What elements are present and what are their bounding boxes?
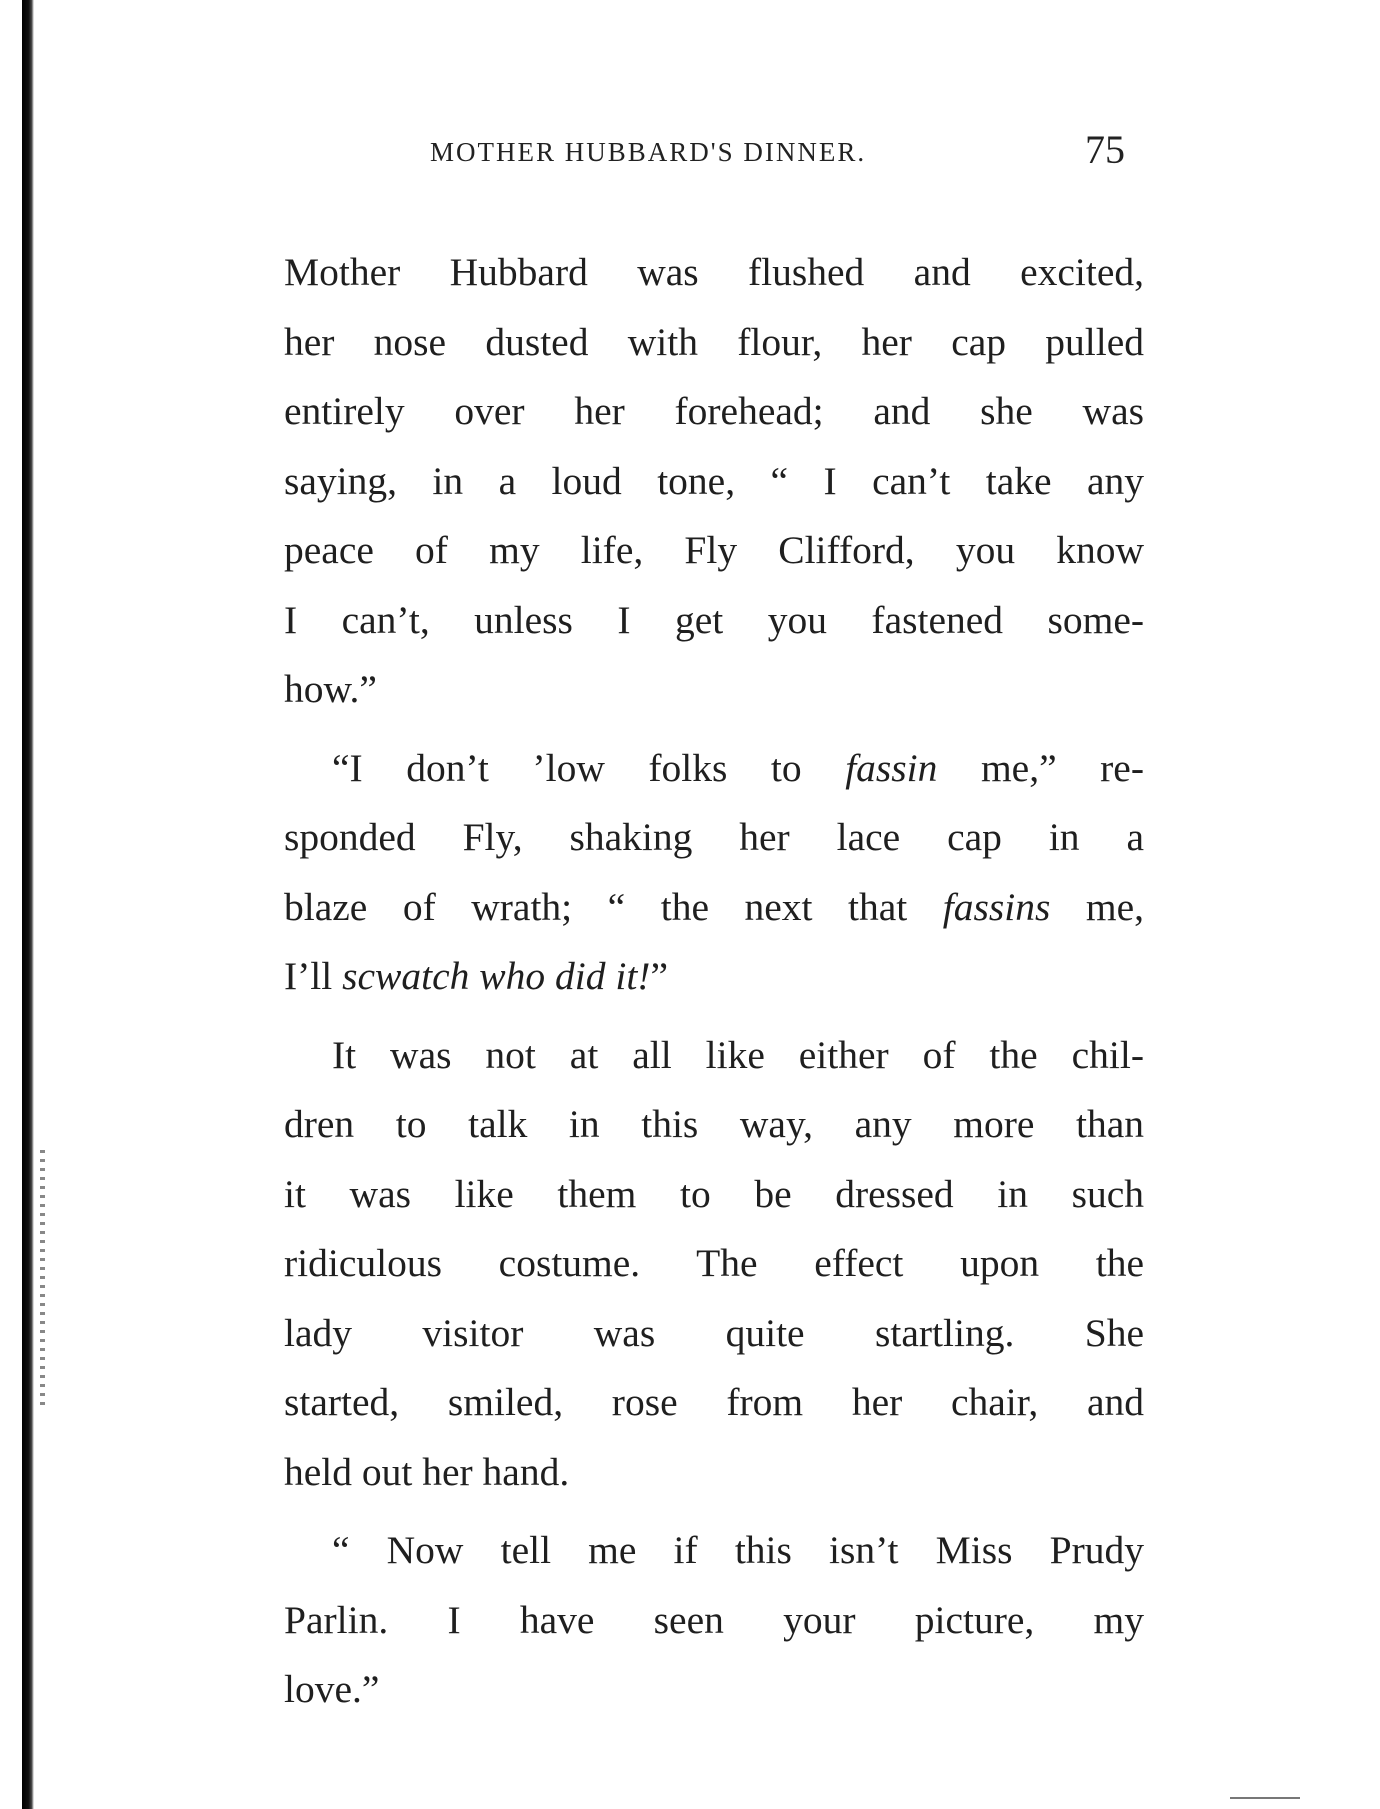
text-line: “I don’t ’low folks to fassin me,” re- [332, 745, 1144, 790]
italic-phrase: scwatch who did it! [342, 954, 651, 998]
text-line: I’ll scwatch who did it!” [284, 954, 668, 998]
italic-word: fassin [845, 745, 938, 790]
text-line: started, smiled, rose from her chair, and [284, 1380, 1144, 1424]
text-line: blaze of wrath; “ the next that fassins me, [284, 884, 1144, 929]
text-line: how.” [284, 667, 377, 711]
body-text [284, 238, 1144, 1734]
text-line: Parlin. I have seen your picture, my [284, 1597, 1144, 1642]
text-line: “ Now tell me if this isn’t Miss Prudy [332, 1528, 1144, 1572]
paragraph-1 [284, 238, 1144, 725]
text-line: held out her hand. [284, 1449, 570, 1494]
book-spine-edge [22, 0, 34, 1809]
text-line: it was like them to be dressed in such [284, 1171, 1144, 1216]
italic-word: fassins [942, 884, 1051, 929]
text-line: dren to talk in this way, any more than [284, 1102, 1144, 1146]
text-line: Mother Hubbard was flushed and excited, [284, 250, 1144, 294]
text-line: entirely over her forehead; and she was [284, 389, 1144, 433]
text-line: her nose dusted with flour, her cap pulled [284, 319, 1144, 364]
text-line: peace of my life, Fly Clifford, you know [284, 528, 1144, 572]
text-line: I can’t, unless I get you fastened some- [284, 597, 1144, 642]
paragraph-2 [284, 734, 1144, 1012]
text-line: saying, in a loud tone, “ I can’t take any [284, 458, 1144, 503]
text-line: love.” [284, 1667, 380, 1711]
paragraph-4 [284, 1516, 1144, 1725]
text-line: It was not at all like either of the chil- [332, 1032, 1144, 1077]
text-line: lady visitor was quite startling. She [284, 1310, 1144, 1355]
page-number: 75 [1085, 127, 1125, 172]
text-line: ridiculous costume. The effect upon the [284, 1241, 1144, 1285]
scan-artifact [40, 1150, 45, 1410]
paragraph-3 [284, 1021, 1144, 1508]
running-title: MOTHER HUBBARD'S DINNER. [430, 137, 867, 167]
text-line: sponded Fly, shaking her lace cap in a [284, 815, 1144, 859]
scan-smudge [1230, 1797, 1300, 1799]
